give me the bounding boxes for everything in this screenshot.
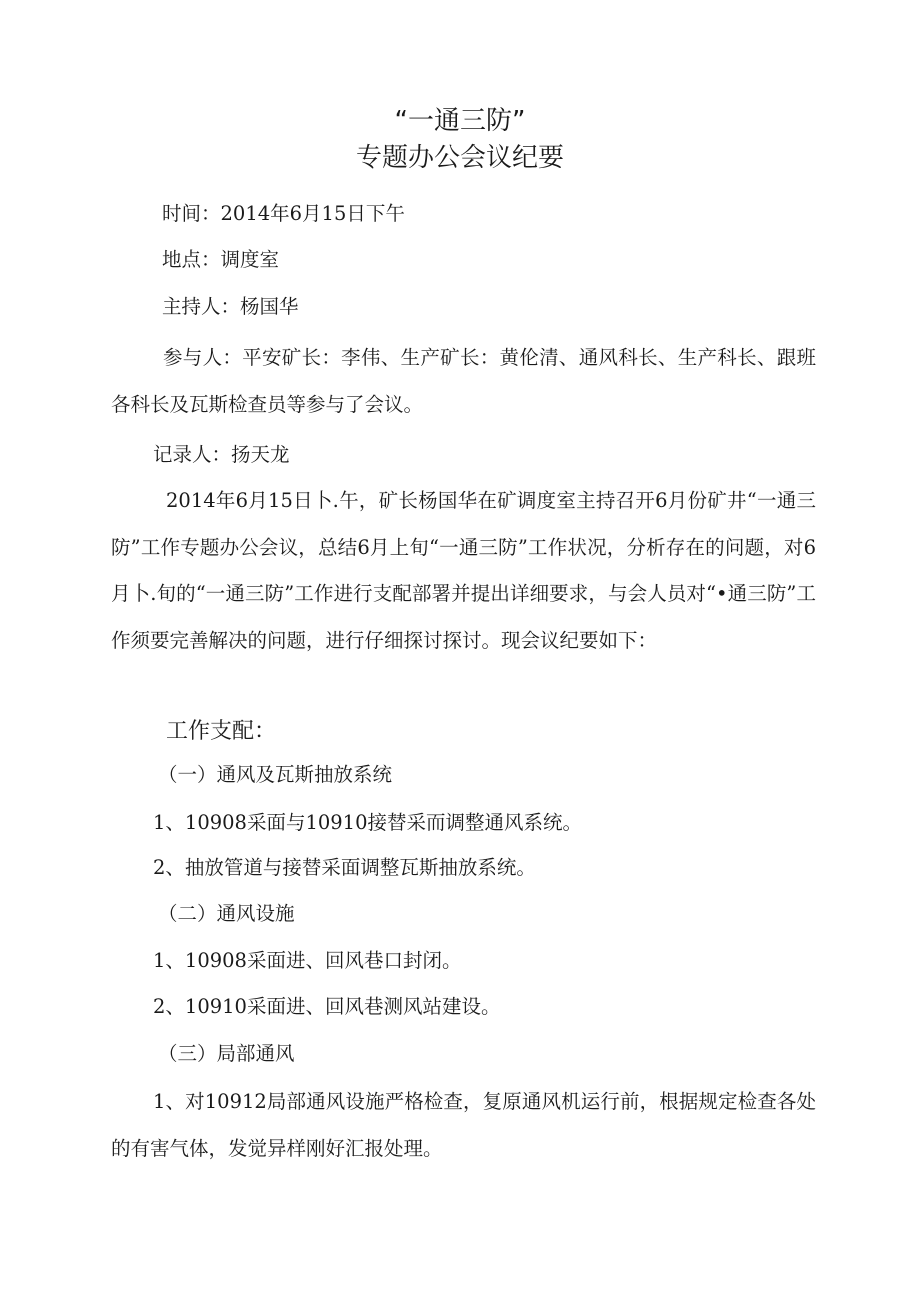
document-title-line2: 专题办公会议纪要 (355, 143, 564, 173)
subsection-local-ventilation: （三）局部通风 (158, 1042, 295, 1065)
meeting-recorder: 记录人：扬天龙 (153, 443, 290, 466)
document-title-line1: “一通三防” (394, 106, 526, 136)
subsection-ventilation-facilities: （二）通风设施 (158, 902, 295, 925)
list-item: 2、10910采面进、回风巷测风站建设。 (153, 995, 501, 1018)
meeting-place: 地点：调度室 (162, 248, 280, 271)
meeting-host: 主持人：杨国华 (162, 295, 299, 318)
list-item: 2、抽放管道与接替采面调整瓦斯抽放系统。 (153, 856, 536, 879)
list-item: 1、10908采面进、回风巷口封闭。 (153, 949, 462, 972)
meeting-time: 时间：2014年6月15日下午 (162, 202, 405, 225)
subsection-ventilation-system: （一）通风及瓦斯抽放系统 (158, 763, 393, 786)
list-item: 1、10908采面与10910接替采而调整通风系统。 (153, 811, 582, 834)
list-item: 1、对10912局部通风设施严格检查，复原通风机运行前，根据规定检查各处的有害气体，发觉异样刚好汇报处理。 (111, 1090, 816, 1160)
section-heading: 工作支配： (166, 719, 277, 744)
meeting-attendees: 参与人：平安矿长：李伟、生产矿长：黄伦清、通风科长、生产科长、跟班各科长及瓦斯检查员等参与了会议。 (111, 346, 816, 416)
meeting-summary-paragraph: 2014年6月15日卜.午，矿长杨国华在矿调度室主持召开6月份矿井“一通三防”工作专题办公会议，总结6月上旬“一通三防”工作状况，分析存在的问题，对6月卜.旬的“一通三防”工作进行支配部署并提出详细要求，与会人员对“•通三防”工作须要完善解决的问题，进行仔细探讨探讨。现会议纪要如下： (111, 489, 816, 652)
